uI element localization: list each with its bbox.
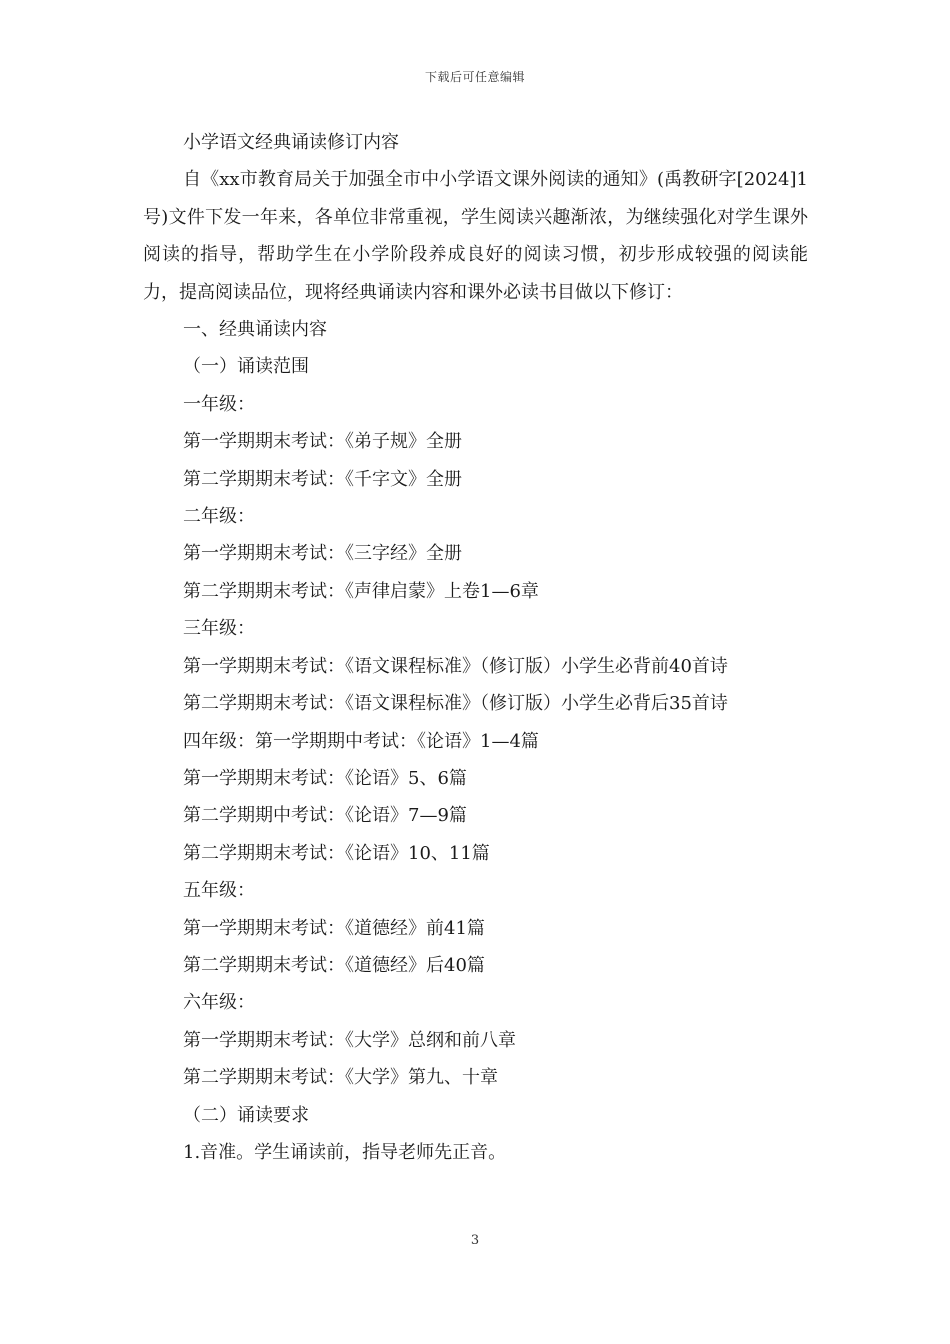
exam-item: 四年级：第一学期期中考试：《论语》1—4篇: [183, 730, 539, 752]
document-body: [143, 124, 808, 1171]
exam-item: 第一学期期末考试：《语文课程标准》（修订版）小学生必背前40首诗: [183, 655, 728, 677]
document-title: 小学语文经典诵读修订内容: [183, 132, 399, 153]
exam-item: 第一学期期末考试：《论语》5、6篇: [183, 767, 467, 789]
exam-item: 第一学期期末考试：《道德经》前41篇: [183, 917, 485, 939]
section-heading: 一、经典诵读内容: [183, 319, 327, 341]
exam-item: 第二学期期末考试：《语文课程标准》（修订版）小学生必背后35首诗: [183, 693, 728, 715]
grade-label: 二年级：: [183, 506, 255, 528]
page-header: 下载后可任意编辑: [424, 70, 525, 84]
grade-label: 三年级：: [183, 618, 255, 640]
exam-item: 第一学期期末考试：《弟子规》全册: [183, 431, 462, 453]
exam-item: 第一学期期末考试：《三字经》全册: [183, 543, 462, 565]
page-number: 3: [470, 1233, 480, 1248]
intro-paragraph: 自《xx市教育局关于加强全市中小学语文课外阅读的通知》(禹教研字[2024]1号)文件下发一年来，各单位非常重视，学生阅读兴趣渐浓，为继续强化对学生课外阅读的指导，帮助学生在小学阶段养成良好的阅读习惯，初步形成较强的阅读能力，提高阅读品位，现将经典诵读内容和课外必读书目做以下修订：: [143, 169, 808, 303]
requirement-item: 1.音准。学生诵读前，指导老师先正音。: [183, 1141, 507, 1163]
exam-item: 第二学期期末考试：《论语》10、11篇: [183, 842, 490, 864]
subsection-heading: （一）诵读范围: [183, 356, 309, 378]
grade-label: 一年级：: [183, 393, 255, 415]
exam-item: 第二学期期中考试：《论语》7—9篇: [183, 805, 467, 827]
grade-label: 五年级：: [183, 880, 255, 902]
exam-item: 第二学期期末考试：《千字文》全册: [183, 468, 462, 490]
exam-item: 第二学期期末考试：《道德经》后40篇: [183, 954, 485, 976]
exam-item: 第二学期期末考试：《大学》第九、十章: [183, 1067, 498, 1089]
subsection-heading: （二）诵读要求: [183, 1104, 309, 1126]
grade-label: 六年级：: [183, 992, 255, 1014]
exam-item: 第一学期期末考试：《大学》总纲和前八章: [183, 1029, 516, 1051]
exam-item: 第二学期期末考试：《声律启蒙》上卷1—6章: [183, 580, 539, 602]
